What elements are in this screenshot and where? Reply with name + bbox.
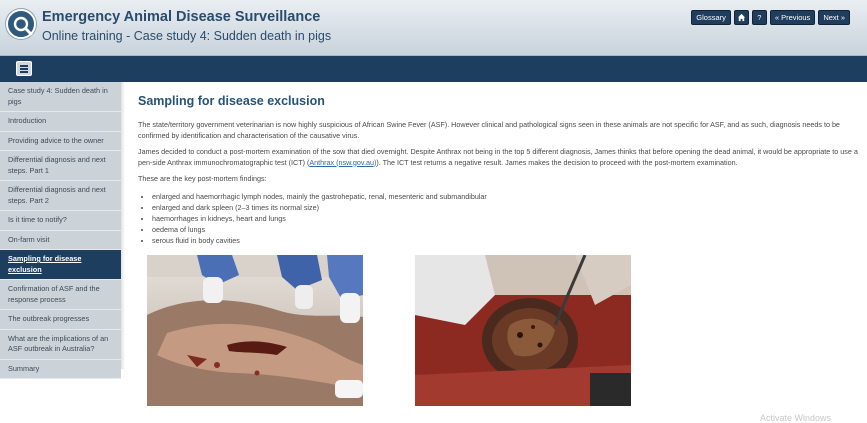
sidebar-item-providing-advice[interactable]: Providing advice to the owner — [0, 132, 121, 152]
sidebar-item-differential-part2[interactable]: Differential diagnosis and next steps. Part 2 — [0, 181, 121, 211]
activate-windows-watermark: Activate Windows — [760, 413, 832, 423]
post-mortem-text-before: James decided to conduct a post-mortem examination of the sow that died overnight. Despite Anthrax not being in the top 5 different diagnosis, James thinks that before opening the dead animal, it would be appropriate to use a pen-side Anthrax immunochromatographic test (ICT) ( — [138, 147, 858, 167]
post-mortem-text-after: ). The ICT test returns a negative result. James makes the decision to proceed with the post-mortem examination. — [376, 157, 738, 167]
anthrax-link[interactable]: Anthrax (nsw.gov.au) — [309, 157, 377, 167]
home-button[interactable] — [734, 10, 749, 25]
magnifier-logo-icon — [6, 9, 36, 39]
sidebar-item-implications[interactable]: What are the implications of an ASF outbreak in Australia? — [0, 330, 121, 360]
sidebar-nav — [0, 82, 121, 373]
intro-paragraph: The state/territory government veterinarian is now highly suspicious of African Swine Fever (ASF). However clinical and pathological signs seen in these animals are not specific for ASF, and as such, diagnosis needs to be confirmed by identification and characterisation of the causative virus. — [138, 120, 840, 140]
list-item: • enlarged and haemorrhagic lymph nodes, mainly the gastrohepatic, renal, mesenteric and submandibular — [152, 191, 858, 202]
top-toolbar — [691, 10, 850, 25]
haemorrhagic-kidney-photo — [415, 255, 631, 406]
sidebar-item-confirmation[interactable]: Confirmation of ASF and the response process — [0, 280, 121, 310]
hamburger-menu-icon[interactable] — [16, 61, 32, 76]
navbar — [0, 56, 867, 82]
glossary-button[interactable]: Glossary — [691, 10, 731, 25]
sidebar-item-introduction[interactable]: Introduction — [0, 112, 121, 132]
list-item: • serous fluid in body cavities — [152, 235, 858, 246]
list-item: • enlarged and dark spleen (2–3 times its normal size) — [152, 202, 858, 213]
findings-intro: These are the key post-mortem findings: — [138, 174, 267, 183]
next-button[interactable]: Next » — [818, 10, 850, 25]
post-mortem-pig-photo — [147, 255, 363, 406]
findings-list — [152, 191, 858, 246]
post-mortem-paragraph — [138, 147, 858, 168]
page-title: Sampling for disease exclusion — [138, 94, 325, 108]
app-title: Emergency Animal Disease Surveillance — [42, 9, 321, 25]
sidebar-item-summary[interactable]: Summary — [0, 360, 121, 380]
previous-button[interactable]: « Previous — [770, 10, 815, 25]
sidebar-item-differential-part1[interactable]: Differential diagnosis and next steps. Part 1 — [0, 151, 121, 181]
list-item: • haemorrhages in kidneys, heart and lungs — [152, 213, 858, 224]
main-content — [138, 94, 858, 246]
sidebar-item-sampling[interactable]: Sampling for disease exclusion — [0, 250, 121, 280]
sidebar-item-on-farm-visit[interactable]: On-farm visit — [0, 231, 121, 251]
sidebar-item-outbreak-progresses[interactable]: The outbreak progresses — [0, 310, 121, 330]
header — [0, 0, 867, 56]
app-subtitle: Online training - Case study 4: Sudden death in pigs — [42, 29, 332, 43]
home-icon — [737, 13, 746, 22]
list-item: • oedema of lungs — [152, 224, 858, 235]
sidebar-item-case-study[interactable]: Case study 4: Sudden death in pigs — [0, 82, 121, 112]
help-button[interactable]: ? — [752, 10, 767, 25]
sidebar-item-notify[interactable]: Is it time to notify? — [0, 211, 121, 231]
sidebar-shadow — [121, 82, 125, 369]
